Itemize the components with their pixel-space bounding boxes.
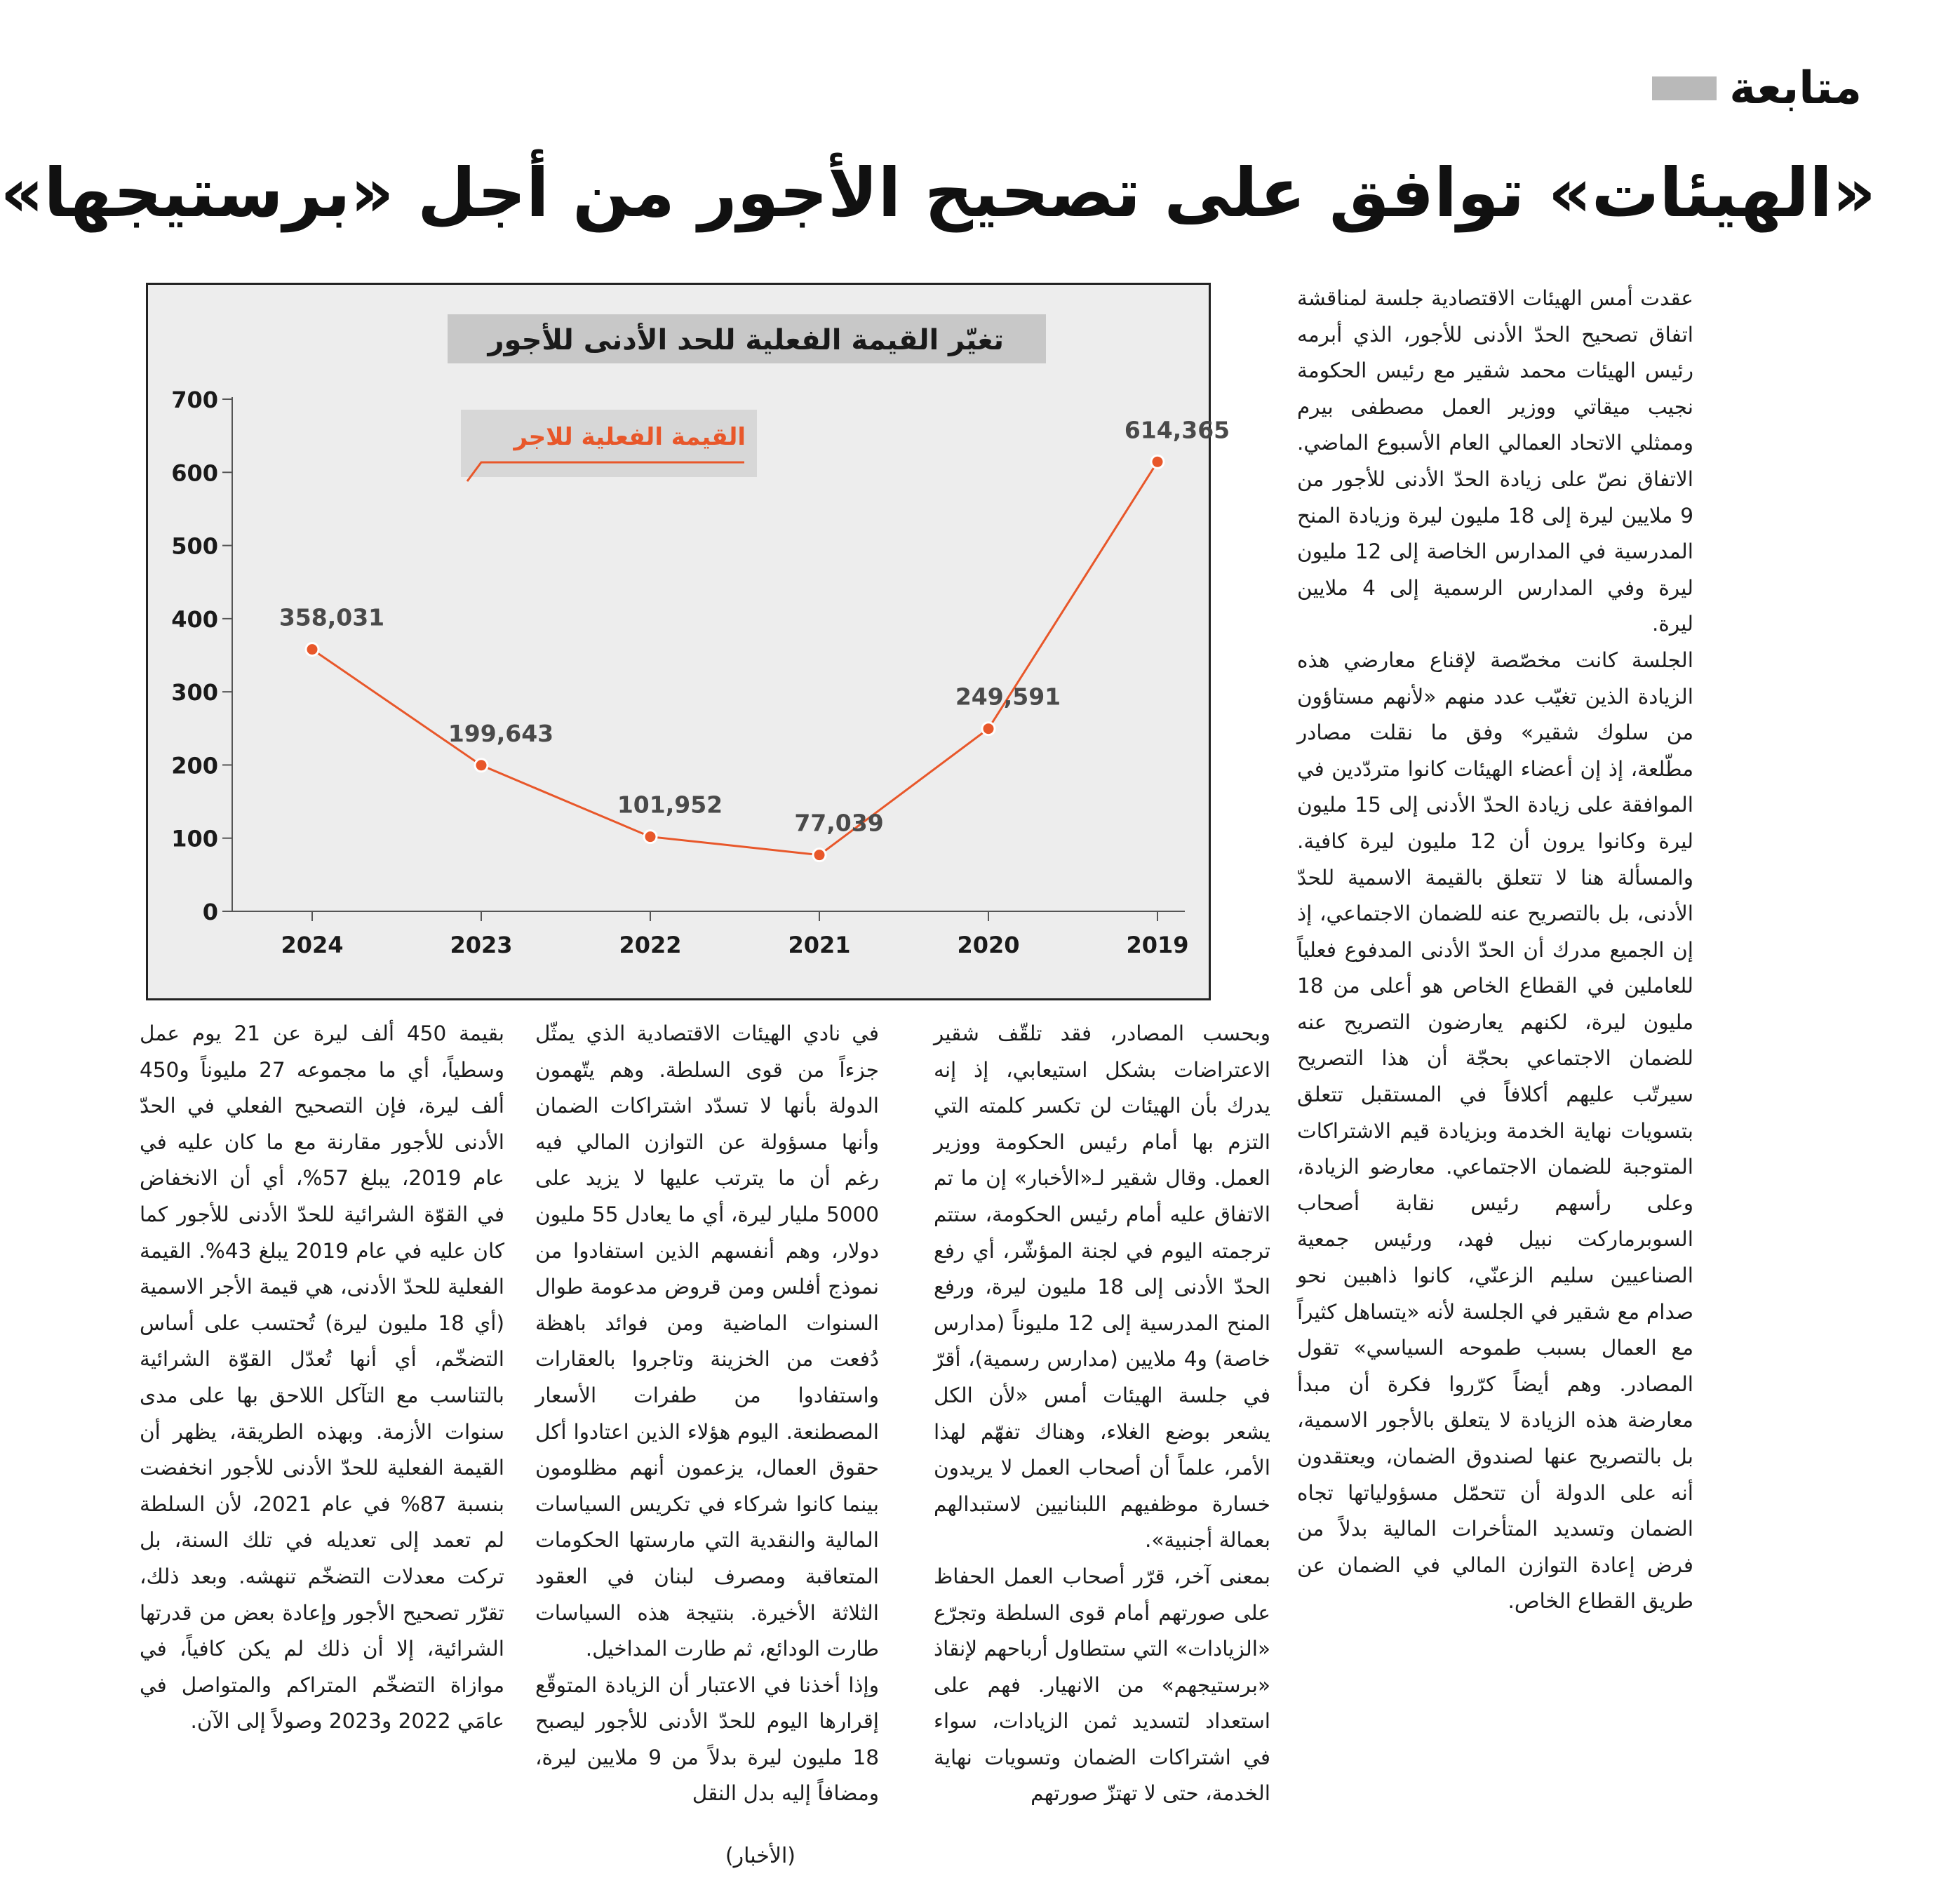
data-label: 101,952 [617, 791, 723, 819]
data-point [813, 849, 826, 862]
x-tick-label: 2019 [1126, 932, 1189, 958]
y-tick-label: 200 [171, 752, 218, 779]
data-label: 199,643 [448, 719, 554, 747]
data-point [306, 643, 318, 656]
data-label: 249,591 [955, 683, 1061, 711]
article-paragraph: بمعنى آخر، قرّر أصحاب العمل الحفاظ على صورتهم أمام قوى السلطة وتجرّع «الزيادات» التي ستطاول أرباحهم لإنقاذ «برستيجهم» من الانهيار. فهم على استعداد لتسديد ثمن الزيادات، سواء في اشتراكات الضمان وتسويات نهاية الخدمة، حتى لا تهتزّ صورتهم [934, 1564, 1270, 1806]
y-tick-label: 500 [171, 532, 218, 560]
line-chart [148, 285, 1230, 998]
data-point [982, 723, 995, 735]
data-label: 614,365 [1124, 416, 1230, 444]
x-tick-label: 2020 [957, 932, 1020, 958]
headline: «الهيئات» توافق على تصحيح الأجور من أجل «برستيجها» [0, 154, 1876, 232]
article-column-3 [535, 1016, 879, 1851]
x-tick-label: 2021 [788, 932, 851, 958]
article-column-2 [934, 1016, 1270, 1851]
article-source: (الأخبار) [725, 1844, 796, 1868]
y-tick-label: 400 [171, 605, 218, 633]
y-tick-label: 0 [202, 899, 218, 925]
section-label [1652, 60, 1862, 116]
y-tick-label: 300 [171, 679, 218, 706]
article-paragraph: وإذا أخذنا في الاعتبار أن الزيادة المتوقّع إقرارها اليوم للحدّ الأدنى للأجور ليصبح 18 مليون ليرة بدلاً من 9 ملايين ليرة، ومضافاً إليه بدل النقل [535, 1673, 879, 1806]
article-paragraph: بقيمة 450 ألف ليرة عن 21 يوم عمل وسطياً، أي ما مجموعه 27 مليوناً و450 ألف ليرة، فإن التصحيح الفعلي في الحدّ الأدنى للأجور مقارنة مع ما كان عليه في عام 2019، يبلغ 57%، أي أن الانخفاض في القوّة الشرائية للحدّ الأدنى للأجور كما كان عليه في عام 2019 يبلغ 43%. القيمة الفعلية للحدّ الأدنى، هي قيمة الأجر الاسمية (أي 18 مليون ليرة) تُحتسب على أساس التضخّم، أي أنها تُعدّل القوّة الشرائية بالتناسب مع التآكل اللاحق بها على مدى سنوات الأزمة. وبهذه الطريقة، يظهر أن القيمة الفعلية للحدّ الأدنى للأجور انخفضت بنسبة 87% في عام 2021، لأن السلطة لم تعمد إلى تعديله في تلك السنة، بل تركت معدلات التضخّم تنهشه. وبعد ذلك، تقرّر تصحيح الأجور وإعادة بعض من قدرتها الشرائية، إلا أن ذلك لم يكن كافياً، في موازاة التضخّم المتراكم والمتواصل في عامَي 2022 و2023 وصولاً إلى الآن. [140, 1021, 504, 1734]
y-tick-label: 700 [171, 387, 218, 413]
article-paragraph: وبحسب المصادر، فقد تلقّف شقير الاعتراضات بشكل استيعابي، إذ إنه يدرك بأن الهيئات لن تكسر كلمته التي التزم بها أمام رئيس الحكومة ووزير العمل. وقال شقير لـ«الأخبار» إن ما تم الاتفاق عليه أمام رئيس الحكومة، ستتم ترجمته اليوم في لجنة المؤشّر، أي رفع الحدّ الأدنى إلى 18 مليون ليرة، ورفع المنح المدرسية إلى 12 مليوناً (مدارس خاصة) و4 ملايين (مدارس رسمية)، أقرّ في جلسة الهيئات أمس «لأن الكل يشعر بوضع الغلاء، وهناك تفهّم لهذا الأمر، علماً أن أصحاب العمل لا يريدون خسارة موظفيهم اللبنانيين لاستبدالهم بعمالة أجنبية». [934, 1021, 1270, 1553]
y-tick-label: 600 [171, 460, 218, 487]
data-point [1151, 455, 1164, 468]
section-name: متابعة [1729, 62, 1862, 114]
y-tick-label: 100 [171, 825, 218, 852]
article-column-1 [1297, 281, 1693, 1845]
x-tick-label: 2022 [619, 932, 682, 958]
legend-label: القيمة الفعلية للاجر [514, 423, 746, 451]
data-label: 77,039 [794, 809, 884, 837]
article-paragraph: الجلسة كانت مخصّصة لإقناع معارضي هذه الزيادة الذين تغيّب عدد منهم «لأنهم مستاؤون من سلوك شقير» وفق ما نقلت مصادر مطّلعة، إذ إن أعضاء الهيئات كانوا متردّدين في الموافقة على زيادة الحدّ الأدنى إلى 15 مليون ليرة وكانوا يرون أن 12 مليون ليرة كافية. والمسألة هنا لا تتعلق بالقيمة الاسمية للحدّ الأدنى، بل بالتصريح عنه للضمان الاجتماعي، إذ إن الجميع مدرك أن الحدّ الأدنى المدفوع فعلياً للعاملين في القطاع الخاص هو أعلى من 18 مليون ليرة، لكنهم يعارضون التصريح عنه للضمان الاجتماعي بحجّة أن هذا التصريح سيرتّب عليهم أكلافاً في المستقبل تتعلق بتسويات نهاية الخدمة وبزيادة قيم الاشتراكات المتوجبة للضمان الاجتماعي. معارضو الزيادة، وعلى رأسهم رئيس نقابة أصحاب السوبرماركت نبيل فهد، ورئيس جمعية الصناعيين سليم الزعنّي، كانوا ذاهبين نحو صدام مع شقير في الجلسة لأنه «يتساهل كثيراً مع العمال بسبب طموحه السياسي» تقول المصادر. وهم أيضاً كرّروا فكرة أن مبدأ معارضة هذه الزيادة لا يتعلق بالأجور الاسمية، بل بالتصريح عنها لصندوق الضمان، ويعتقدون أنه على الدولة أن تتحمّل مسؤولياتها تجاه الضمان وتسديد المتأخرات المالية بدلاً من فرض إعادة التوازن المالي في الضمان عن طريق القطاع الخاص. [1297, 648, 1693, 1614]
article-paragraph: عقدت أمس الهيئات الاقتصادية جلسة لمناقشة اتفاق تصحيح الحدّ الأدنى للأجور، الذي أبرمه رئيس الهيئات محمد شقير مع رئيس الحكومة نجيب ميقاتي ووزير العمل مصطفى بيرم وممثلي الاتحاد العمالي العام الأسبوع الماضي. الاتفاق نصّ على زيادة الحدّ الأدنى للأجور من 9 ملايين ليرة إلى 18 مليون ليرة وزيادة المنح المدرسية في المدارس الخاصة إلى 12 مليون ليرة وفي المدارس الرسمية إلى 4 ملايين ليرة. [1297, 286, 1693, 636]
data-label: 358,031 [278, 603, 385, 631]
article-column-4 [140, 1016, 504, 1851]
data-point [644, 831, 657, 843]
section-marker [1652, 76, 1717, 100]
article-paragraph: في نادي الهيئات الاقتصادية الذي يمثّل جزءاً من قوى السلطة. وهم يتّهمون الدولة بأنها لا تسدّد اشتراكات الضمان وأنها مسؤولة عن التوازن المالي فيه رغم أن ما يترتب عليها لا يزيد على 5000 مليار ليرة، أي ما يعادل 55 مليون دولار، وهم أنفسهم الذين استفادوا من نموذج أفلس ومن قروض مدعومة طوال السنوات الماضية ومن فوائد باهظة دُفعت من الخزينة وتاجروا بالعقارات واستفادوا من طفرات الأسعار المصطنعة. اليوم هؤلاء الذين اعتادوا أكل حقوق العمال، يزعمون أنهم مظلومون بينما كانوا شركاء في تكريس السياسات المالية والنقدية التي مارستها الحكومات المتعاقبة ومصرف لبنان في العقود الثلاثة الأخيرة. بنتيجة هذه السياسات طارت الودائع، ثم طارت المداخيل. [535, 1021, 879, 1661]
chart-panel [146, 283, 1230, 1000]
x-tick-label: 2023 [450, 932, 513, 958]
data-point [475, 759, 488, 772]
chart-title: تغيّر القيمة الفعلية للحد الأدنى للأجور [488, 324, 1004, 356]
series-line [312, 462, 1157, 854]
x-tick-label: 2024 [281, 932, 344, 958]
